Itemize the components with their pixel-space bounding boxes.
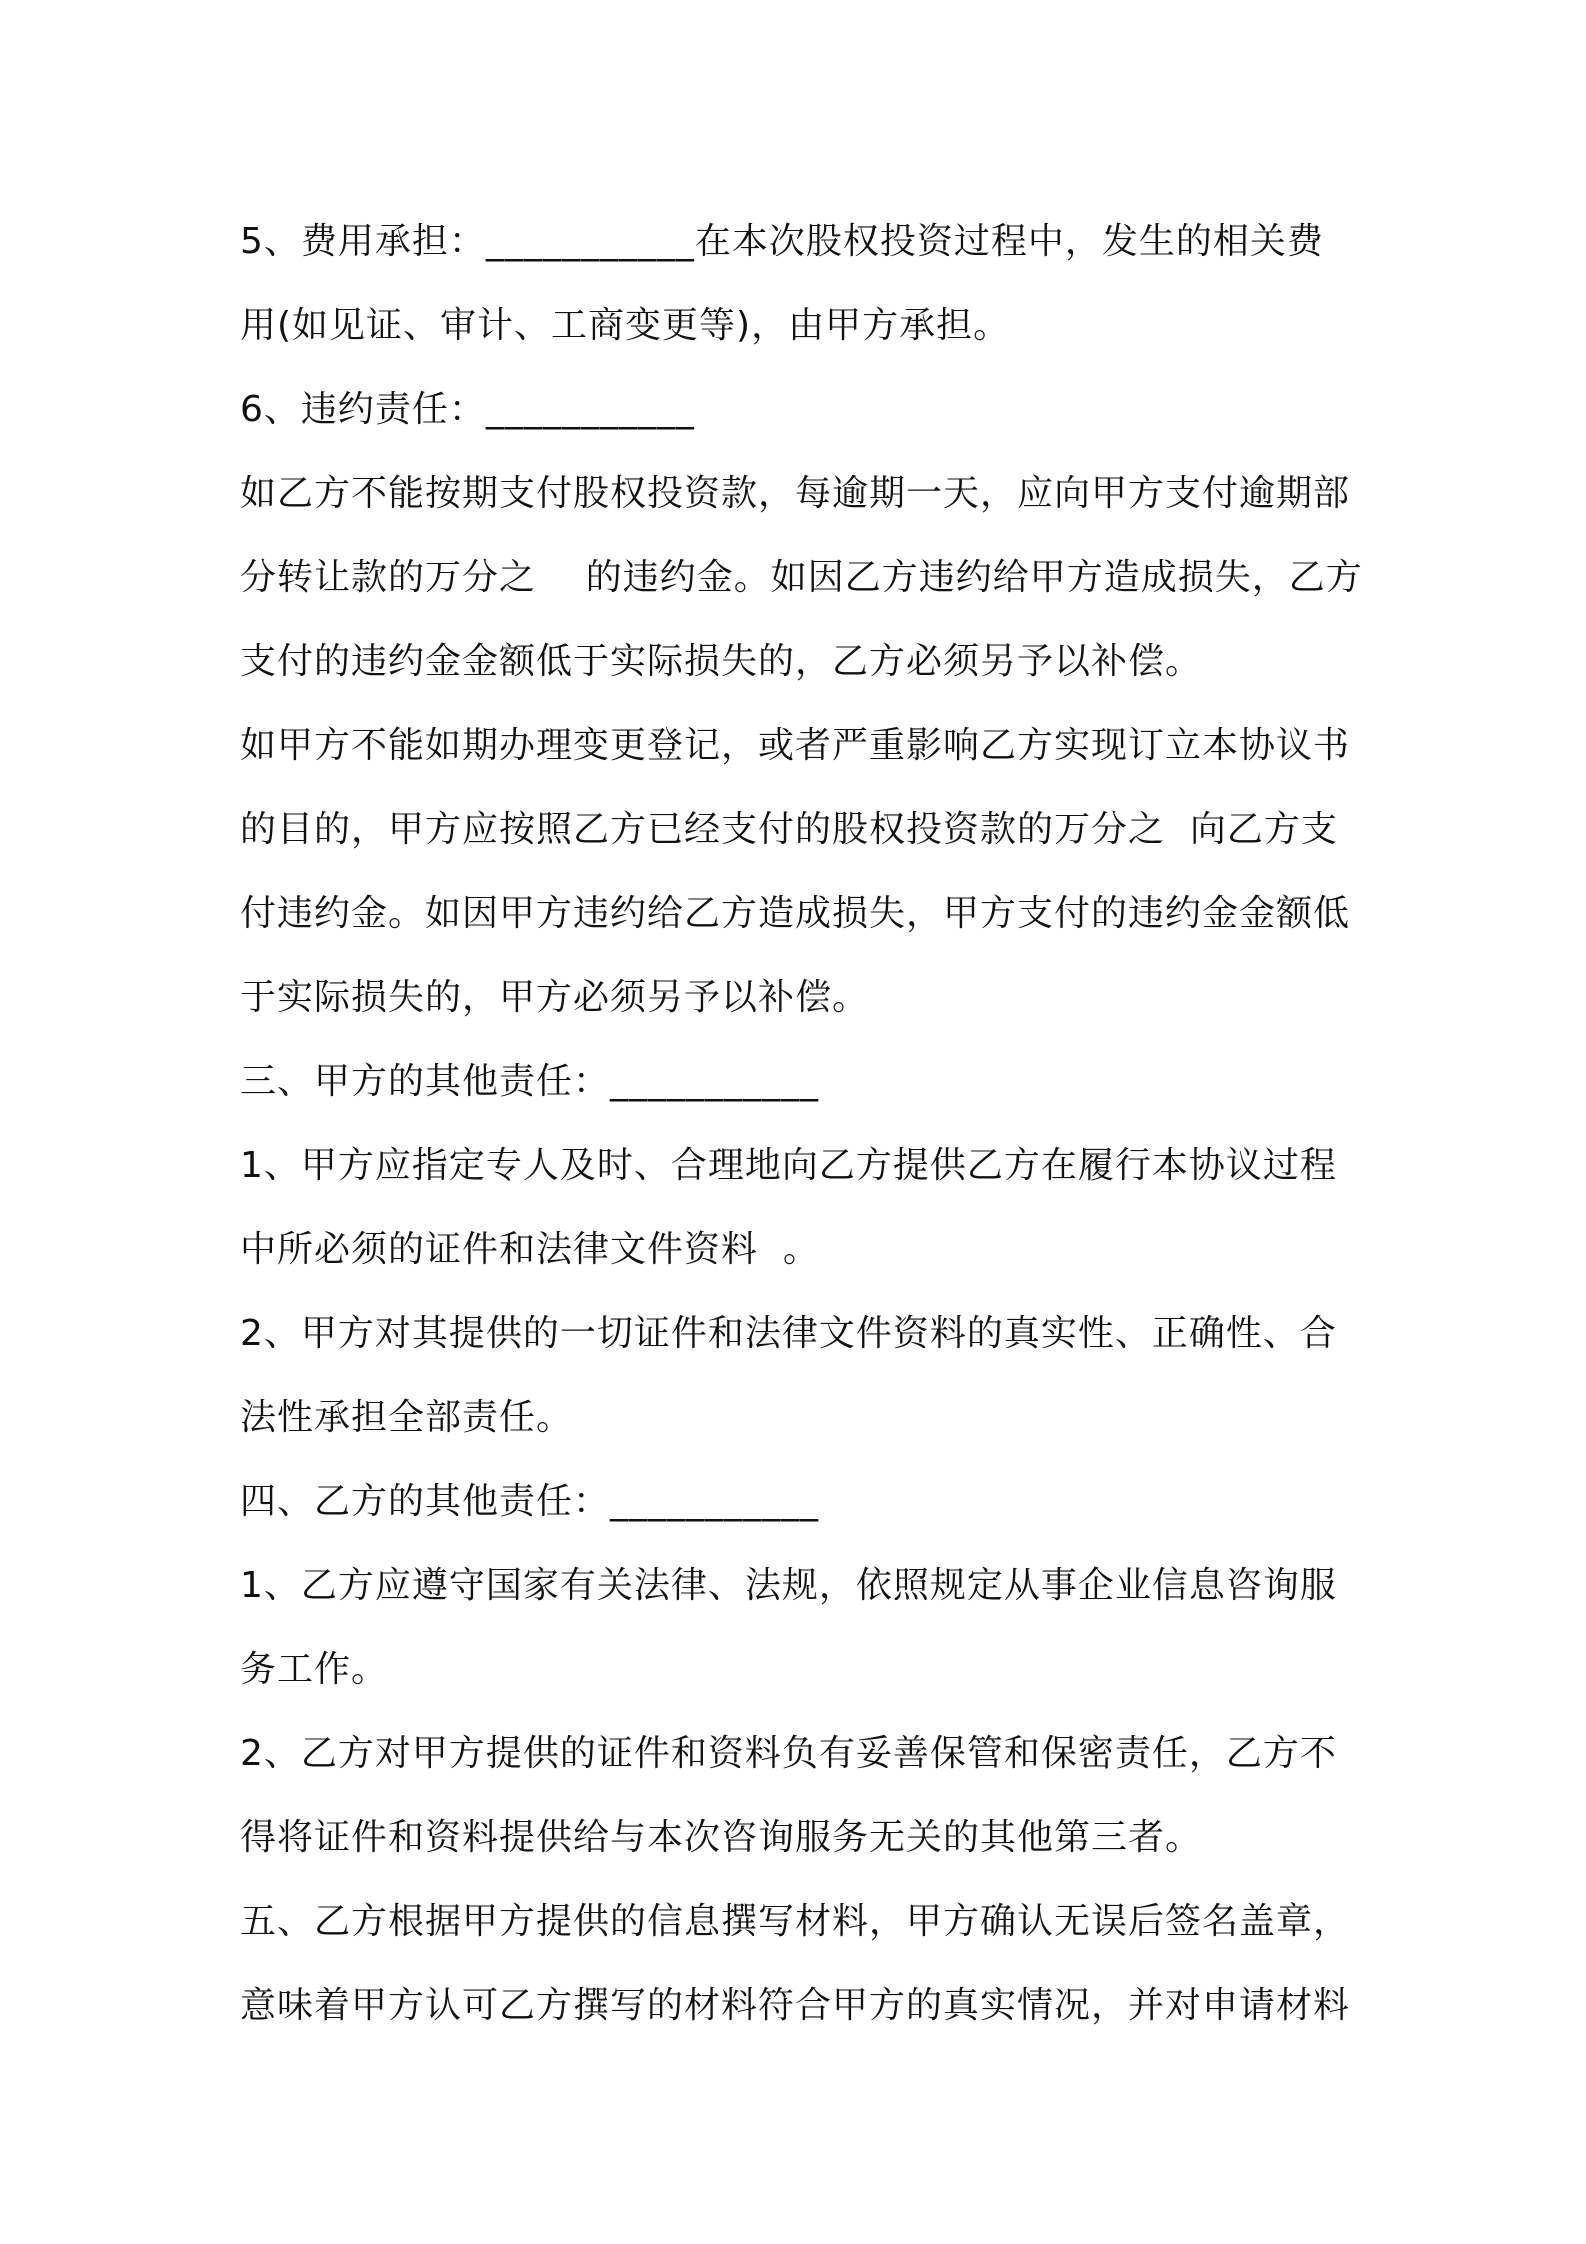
text-line: 五、乙方根据甲方提供的信息撰写材料，甲方确认无误后签名盖章， — [240, 1901, 1351, 1942]
text-line: 意味着甲方认可乙方撰写的材料符合甲方的真实情况，并对申请材料 — [240, 1985, 1351, 2026]
text-line: 1、甲方应指定专人及时、合理地向乙方提供乙方在履行本协议过程 — [240, 1145, 1337, 1186]
text-line: 2、甲方对其提供的一切证件和法律文件资料的真实性、正确性、合 — [240, 1313, 1337, 1354]
text-line: 支付的违约金金额低于实际损失的，乙方必须另予以补偿。 — [240, 641, 1203, 682]
text-line: 1、乙方应遵守国家有关法律、法规，依照规定从事企业信息咨询服 — [240, 1565, 1337, 1606]
text-line: 5、费用承担：___________在本次股权投资过程中，发生的相关费 — [240, 221, 1324, 262]
text-line: 于实际损失的，甲方必须另予以补偿。 — [240, 977, 870, 1018]
text-line: 分转让款的万分之 的违约金。如因乙方违约给甲方造成损失，乙方 — [240, 557, 1363, 598]
text-line: 如甲方不能如期办理变更登记，或者严重影响乙方实现订立本协议书 — [240, 725, 1351, 766]
text-line: 三、甲方的其他责任：___________ — [240, 1061, 820, 1102]
text-line: 四、乙方的其他责任：___________ — [240, 1481, 820, 1522]
text-line: 2、乙方对甲方提供的证件和资料负有妥善保管和保密责任，乙方不 — [240, 1733, 1337, 1774]
text-line: 的目的，甲方应按照乙方已经支付的股权投资款的万分之 向乙方支 — [240, 809, 1338, 850]
text-line: 6、违约责任：___________ — [240, 389, 695, 430]
text-line: 用(如见证、审计、工商变更等)，由甲方承担。 — [240, 305, 1011, 346]
document-body — [240, 200, 1370, 2048]
text-line: 务工作。 — [240, 1649, 389, 1690]
text-line: 得将证件和资料提供给与本次咨询服务无关的其他第三者。 — [240, 1817, 1203, 1858]
text-line: 付违约金。如因甲方违约给乙方造成损失，甲方支付的违约金金额低 — [240, 893, 1351, 934]
text-line: 法性承担全部责任。 — [240, 1397, 574, 1438]
text-line: 如乙方不能按期支付股权投资款，每逾期一天，应向甲方支付逾期部 — [240, 473, 1351, 514]
text-line: 中所必须的证件和法律文件资料 。 — [240, 1229, 820, 1270]
